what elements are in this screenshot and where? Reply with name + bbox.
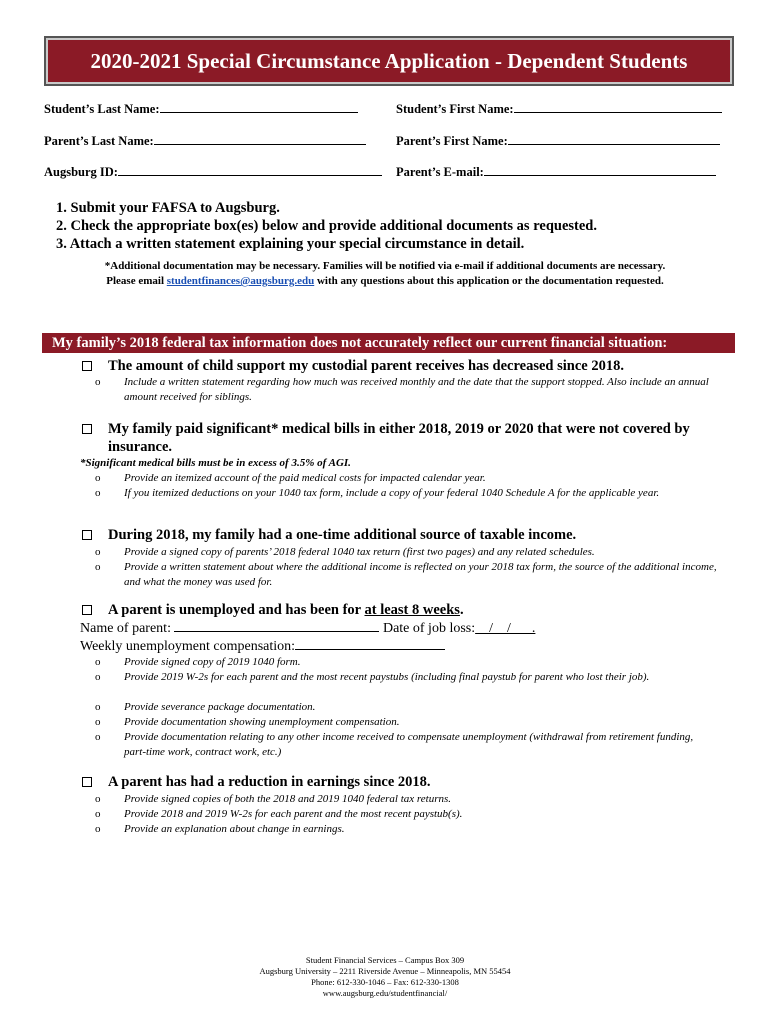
unemployed-item-3: Provide severance package documentation.: [124, 701, 316, 713]
heading-child-support: The amount of child support my custodial parent receives has decreased since 2018.: [108, 358, 624, 374]
child-support-item-1: Include a written statement regarding how much was received monthly and the date that the support stopped. Also include an annual amount received for siblings.: [124, 376, 709, 403]
medical-item-1: Provide an itemized account of the paid medical costs for impacted calendar year.: [124, 472, 486, 484]
weekly-comp-line[interactable]: [295, 637, 445, 650]
medical-footnote: *Significant medical bills must be in excess of 3.5% of AGI.: [80, 457, 351, 469]
checkbox-unemployed[interactable]: [82, 605, 92, 615]
earnings-item-1: Provide signed copies of both the 2018 and 2019 1040 federal tax returns.: [124, 793, 452, 805]
parent-email-field[interactable]: [396, 164, 716, 180]
footer-line-2: Augsburg University – 2211 Riverside Avenue – Minneapolis, MN 55454: [259, 966, 511, 976]
bullet-icon: o: [95, 487, 101, 499]
augsburg-id-line[interactable]: [118, 164, 382, 176]
step-3: 3. Attach a written statement explaining your special circumstance in detail.: [56, 236, 525, 252]
unemployed-item-4: Provide documentation showing unemployment compensation.: [124, 716, 400, 728]
earnings-item-3: Provide an explanation about change in earnings.: [124, 823, 345, 835]
page-title: 2020-2021 Special Circumstance Application - Dependent Students: [44, 36, 734, 86]
checkbox-medical-bills[interactable]: [82, 424, 92, 434]
earnings-item-2: Provide 2018 and 2019 W-2s for each parent and the most recent paystub(s).: [124, 808, 463, 820]
student-last-name-line[interactable]: [160, 101, 358, 113]
checkbox-reduced-earnings[interactable]: [82, 777, 92, 787]
instructions-list: [56, 199, 597, 253]
weekly-comp-label: Weekly unemployment compensation:: [80, 639, 296, 654]
footer-line-3: Phone: 612-330-1046 – Fax: 612-330-1308: [311, 977, 459, 987]
parent-last-name-label: Parent’s Last Name:: [44, 134, 154, 148]
section-banner: My family’s 2018 federal tax information does not accurately reflect our current financial situation:: [42, 333, 735, 353]
heading-one-time-income: During 2018, my family had a one-time additional source of taxable income.: [108, 527, 577, 543]
parent-first-name-label: Parent’s First Name:: [396, 134, 508, 148]
bullet-icon: o: [95, 716, 101, 728]
unemployed-item-1: Provide signed copy of 2019 1040 form.: [124, 656, 301, 668]
checkbox-child-support[interactable]: [82, 361, 92, 371]
parent-last-name-field[interactable]: [44, 133, 366, 149]
date-of-job-loss-line[interactable]: / / .: [475, 621, 536, 636]
additional-docs-note: [0, 259, 770, 289]
parent-first-name-line[interactable]: [508, 133, 720, 145]
parent-first-name-field[interactable]: [396, 133, 720, 149]
note-line-2-pre: Please email: [106, 275, 167, 287]
note-line-2-post: with any questions about this application or the documentation requested.: [314, 275, 664, 287]
bullet-icon: o: [95, 656, 101, 668]
step-1: 1. Submit your FAFSA to Augsburg.: [56, 200, 280, 216]
bullet-icon: o: [95, 376, 101, 388]
bullet-icon: o: [95, 472, 101, 484]
unemployed-item-2: Provide 2019 W-2s for each parent and the most recent paystubs (including final paystub for parent who lost their job).: [124, 671, 650, 683]
bullet-icon: o: [95, 671, 101, 683]
note-line-1: *Additional documentation may be necessary. Families will be notified via e-mail if additional documents are necessary.: [104, 260, 666, 272]
name-of-parent-line[interactable]: [174, 619, 379, 632]
unemployed-item-5: Provide documentation relating to any other income received to compensate unemployment (withdrawal from retirement funding, part-time work, contract work, etc.): [124, 731, 694, 758]
bullet-icon: o: [95, 793, 101, 805]
parent-last-name-line[interactable]: [154, 133, 366, 145]
heading-unemployed: [108, 601, 464, 619]
income-item-1: Provide a signed copy of parents’ 2018 federal 1040 tax return (first two pages) and any related schedules.: [124, 546, 595, 558]
bullet-icon: o: [95, 561, 101, 573]
step-2: 2. Check the appropriate box(es) below and provide additional documents as requested.: [56, 218, 597, 234]
bullet-icon: o: [95, 546, 101, 558]
heading-unemployed-pre: A parent is unemployed and has been for: [108, 602, 365, 618]
student-first-name-label: Student’s First Name:: [396, 102, 514, 116]
student-first-name-line[interactable]: [514, 101, 722, 113]
date-of-job-loss-label: Date of job loss:: [379, 621, 476, 636]
note-line-2: [0, 274, 770, 289]
bullet-icon: o: [95, 731, 101, 743]
bullet-icon: o: [95, 701, 101, 713]
student-first-name-field[interactable]: [396, 101, 722, 117]
augsburg-id-field[interactable]: [44, 164, 382, 180]
name-of-parent-label: Name of parent:: [80, 621, 175, 636]
name-date-row: [80, 619, 535, 638]
heading-medical-bills-cont: insurance.: [108, 439, 173, 455]
student-last-name-field[interactable]: [44, 101, 358, 117]
checkbox-one-time-income[interactable]: [82, 530, 92, 540]
weekly-comp-row: [80, 637, 445, 656]
heading-unemployed-post: .: [459, 602, 464, 618]
parent-email-line[interactable]: [484, 164, 716, 176]
heading-medical-bills: My family paid significant* medical bills in either 2018, 2019 or 2020 that were not covered by: [108, 421, 690, 437]
bullet-icon: o: [95, 823, 101, 835]
medical-item-2: If you itemized deductions on your 1040 tax form, include a copy of your federal 1040 Schedule A for the applicable year.: [124, 487, 660, 499]
email-link[interactable]: studentfinances@augsburg.edu: [166, 275, 315, 287]
footer-line-1: Student Financial Services – Campus Box 309: [305, 955, 465, 965]
income-item-2: Provide a written statement about where the additional income is reflected on your 2018 tax form, the source of the additional income, and what the money was used for.: [124, 561, 717, 588]
augsburg-id-label: Augsburg ID:: [44, 165, 118, 179]
student-last-name-label: Student’s Last Name:: [44, 102, 160, 116]
bullet-icon: o: [95, 808, 101, 820]
heading-reduced-earnings: A parent has had a reduction in earnings since 2018.: [108, 774, 431, 790]
heading-unemployed-underlined: at least 8 weeks: [364, 602, 460, 618]
footer-line-4: www.augsburg.edu/studentfinancial/: [322, 988, 448, 998]
parent-email-label: Parent’s E-mail:: [396, 165, 484, 179]
footer: [0, 955, 770, 999]
